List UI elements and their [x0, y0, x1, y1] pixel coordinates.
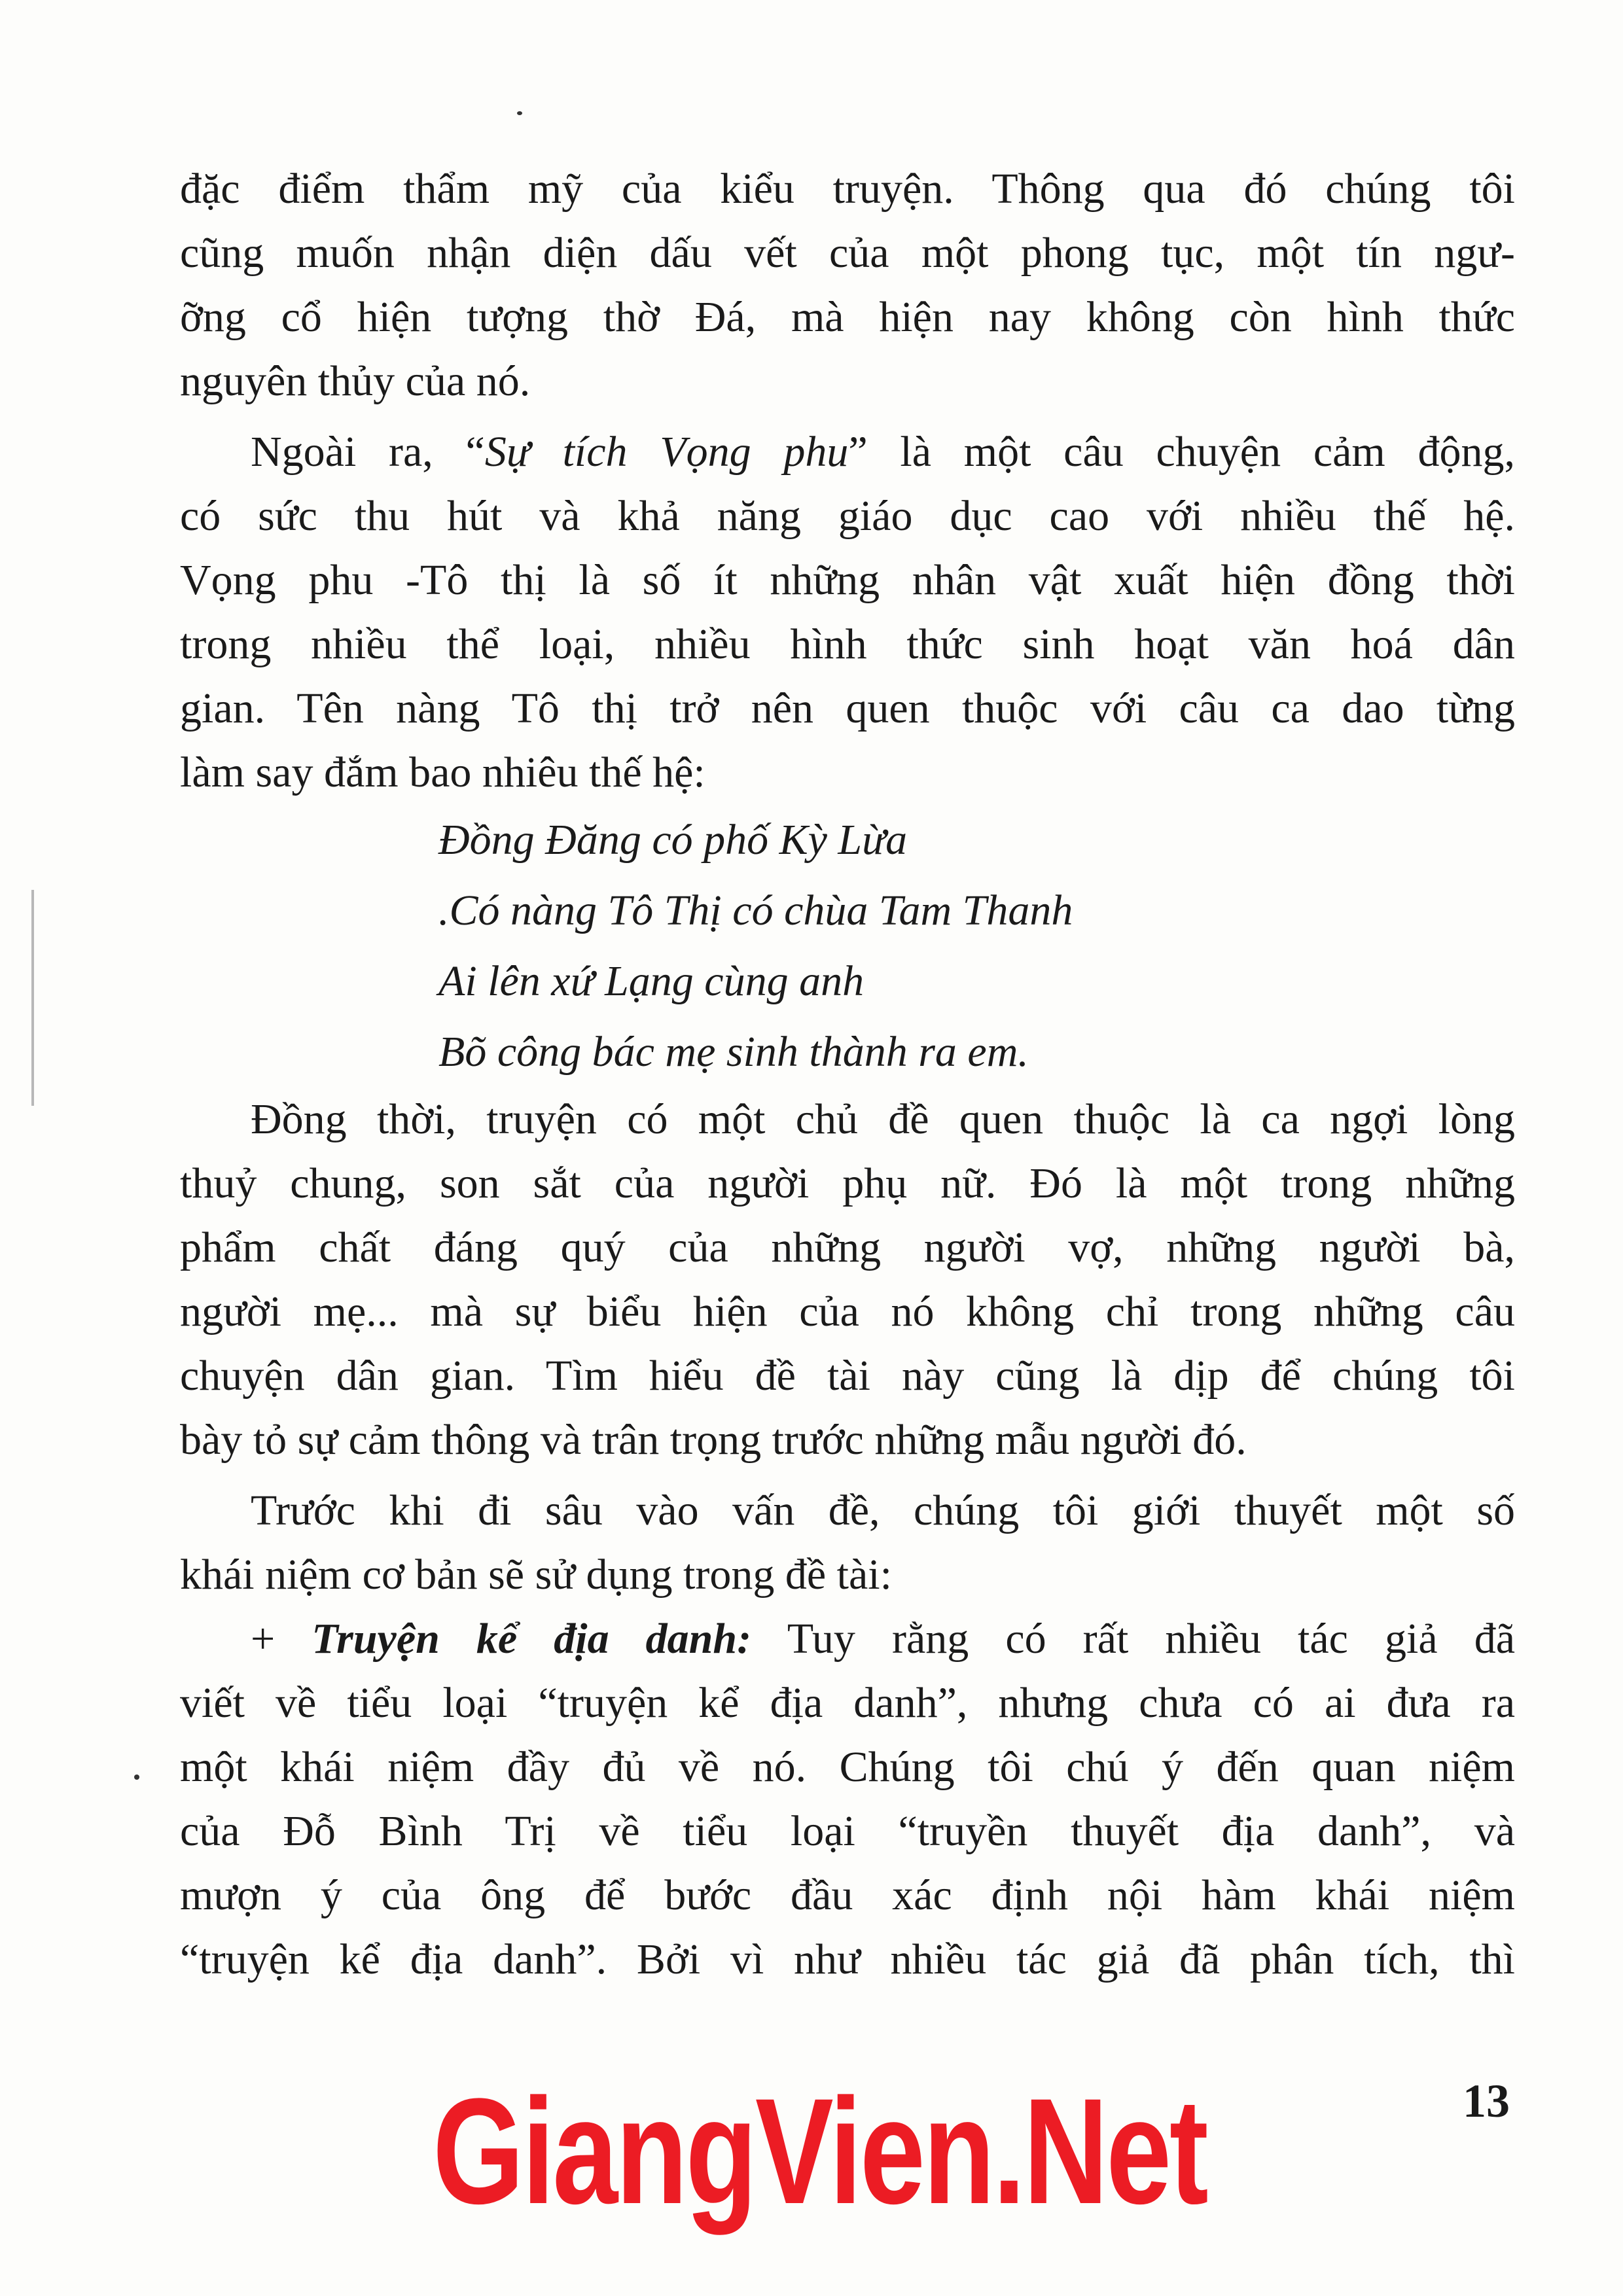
text-line	[180, 420, 1515, 484]
text-line: thuỷ chung, son sắt của người phụ nữ. Đó là một trong những	[180, 1159, 1515, 1207]
text-fragment: Tuy rằng có rất nhiều tác giả đã	[751, 1615, 1516, 1663]
watermark-logo: GiangVien.Net	[433, 2067, 1207, 2235]
text-fragment: Ngoài ra, “	[251, 428, 485, 476]
text-line: có sức thu hút và khả năng giáo dục cao với nhiều thế hệ.	[180, 492, 1515, 540]
text-line	[180, 1607, 1515, 1671]
text-line: Trước khi đi sâu vào vấn đề, chúng tôi giới thuyết một số	[251, 1487, 1515, 1534]
text-line: khái niệm cơ bản sẽ sử dụng trong đề tài:	[180, 1551, 892, 1598]
poem-line: Đồng Đăng có phố Kỳ Lừa	[438, 816, 908, 864]
text-line: của Đỗ Bình Trị về tiểu loại “truyền thuyết địa danh”, và	[180, 1807, 1515, 1855]
text-line: Đồng thời, truyện có một chủ đề quen thuộc là ca ngợi lòng	[251, 1095, 1515, 1143]
text-line: làm say đắm bao nhiêu thế hệ:	[180, 749, 705, 796]
text-line: gian. Tên nàng Tô thị trở nên quen thuộc với câu ca dao từng	[180, 684, 1515, 732]
text-line: viết về tiểu loại “truyện kể địa danh”, nhưng chưa có ai đưa ra	[180, 1679, 1515, 1727]
text-fragment: ” là một câu chuyện cảm động,	[848, 428, 1515, 476]
text-line: nguyên thủy của nó.	[180, 357, 531, 405]
text-line: ỡng cổ hiện tượng thờ Đá, mà hiện nay không còn hình thức	[180, 293, 1515, 341]
text-line: Vọng phu -Tô thị là số ít những nhân vật xuất hiện đồng thời	[180, 556, 1515, 604]
text-line: trong nhiều thể loại, nhiều hình thức sinh hoạt văn hoá dân	[180, 620, 1515, 668]
text-line: phẩm chất đáng quý của những người vợ, những người bà,	[180, 1224, 1515, 1271]
poem-line: Ai lên xứ Lạng cùng anh	[438, 957, 865, 1005]
poem-line: .Có nàng Tô Thị có chùa Tam Thanh	[438, 887, 1073, 934]
page-number: 13	[1463, 2075, 1510, 2127]
definition-term: Truyện kể địa danh:	[312, 1615, 752, 1663]
text-line: người mẹ... mà sự biểu hiện của nó không chỉ trong những câu	[180, 1288, 1515, 1335]
poem-line: Bõ công bác mẹ sinh thành ra em.	[438, 1028, 1029, 1076]
story-title: Sự tích Vọng phu	[484, 428, 849, 476]
text-line: chuyện dân gian. Tìm hiểu đề tài này cũng là dịp để chúng tôi	[180, 1352, 1515, 1400]
text-line: cũng muốn nhận diện dấu vết của một phong tục, một tín ngư-	[180, 229, 1515, 277]
body-text	[180, 157, 1515, 1992]
text-line: một khái niệm đầy đủ về nó. Chúng tôi chú ý đến quan niệm	[180, 1743, 1515, 1791]
scan-speck	[517, 111, 522, 115]
text-line: mượn ý của ông để bước đầu xác định nội hàm khái niệm	[180, 1871, 1515, 1919]
text-line: bày tỏ sự cảm thông và trân trọng trước những mẫu người đó.	[180, 1416, 1247, 1464]
text-fragment: +	[251, 1615, 312, 1663]
text-line: “truyện kể địa danh”. Bởi vì như nhiều tác giả đã phân tích, thì	[180, 1935, 1515, 1983]
scan-speck	[134, 1775, 139, 1780]
text-line: đặc điểm thẩm mỹ của kiểu truyện. Thông qua đó chúng tôi	[180, 165, 1515, 213]
scan-margin-line	[31, 890, 34, 1106]
